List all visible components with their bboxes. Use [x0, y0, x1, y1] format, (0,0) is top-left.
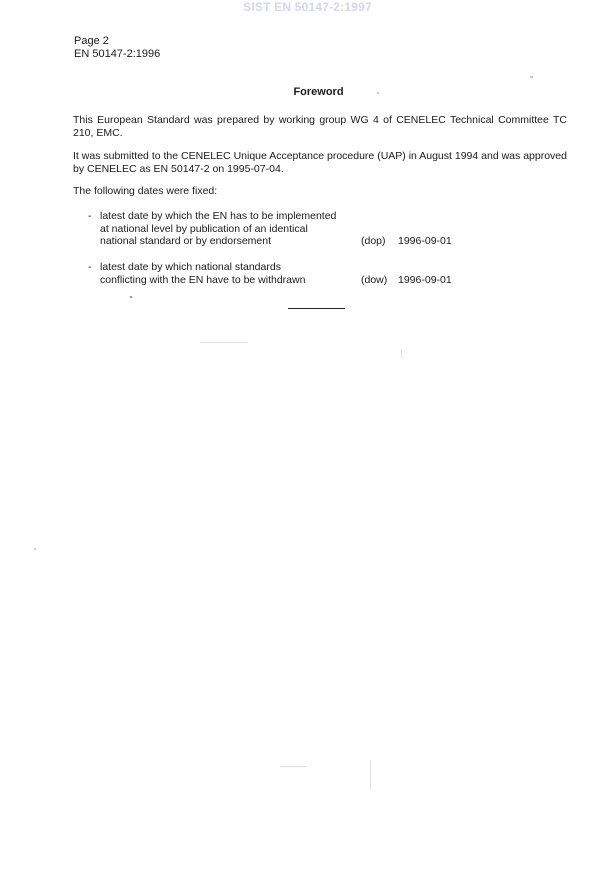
document-id: EN 50147-2:1996: [74, 48, 161, 60]
date-code: (dow): [361, 273, 388, 286]
date-item-description: [100, 210, 360, 248]
page-number: Page 2: [74, 35, 109, 47]
foreword-paragraph-1: This European Standard was prepared by working group WG 4 of CENELEC Technical Committee TC 210, EMC.: [73, 114, 567, 139]
end-rule: [288, 308, 345, 309]
date-item-line: latest date by which the EN has to be implemented: [100, 210, 337, 222]
scan-speck: [200, 342, 248, 343]
scan-speck: [280, 766, 306, 767]
page-title: Foreword: [293, 86, 344, 98]
watermark: SIST EN 50147-2:1997: [243, 0, 372, 14]
scan-speck: [377, 92, 379, 94]
list-dash: -: [88, 210, 92, 222]
page-header: [74, 35, 160, 61]
scan-speck: [530, 76, 533, 78]
list-dash: -: [88, 261, 92, 273]
date-item-line: at national level by publication of an identical: [100, 222, 308, 235]
scan-speck: [401, 350, 402, 358]
date-item-line: national standard or by endorsement: [100, 235, 272, 247]
date-value: 1996-09-01: [398, 235, 452, 247]
date-code: (dop): [361, 235, 386, 247]
date-item-line: conflicting with the EN have to be withdrawn: [100, 273, 306, 286]
foreword-paragraph-3: The following dates were fixed:: [73, 185, 218, 197]
scan-speck: [34, 548, 36, 550]
date-item-description: [100, 261, 360, 286]
date-value: 1996-09-01: [398, 273, 452, 286]
scan-speck: [370, 760, 371, 790]
foreword-paragraph-2: It was submitted to the CENELEC Unique Acceptance procedure (UAP) in August 1994 and was approved by CENELEC as EN 50147-2 on 1995-07-04.: [73, 150, 567, 175]
date-item-line: latest date by which national standards: [100, 261, 281, 273]
scan-speck: [130, 296, 132, 298]
